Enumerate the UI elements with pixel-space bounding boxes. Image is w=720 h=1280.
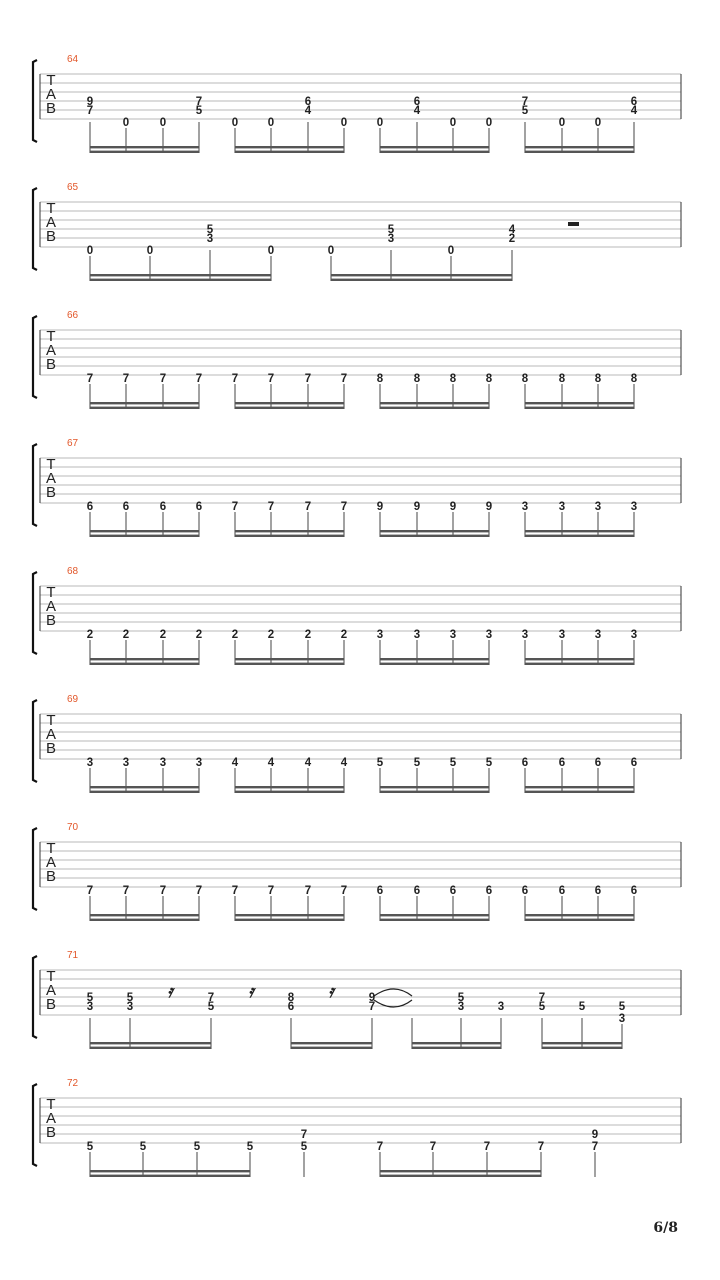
fret-number: 7 bbox=[159, 373, 167, 385]
fret-number: 6 bbox=[413, 885, 421, 897]
fret-number: 9 bbox=[368, 992, 376, 1004]
fret-number: 7 bbox=[429, 1141, 437, 1153]
beam bbox=[525, 663, 634, 665]
staff-bracket bbox=[33, 1084, 37, 1166]
fret-number: 5 bbox=[538, 1001, 546, 1013]
fret-number: 3 bbox=[159, 757, 167, 769]
fret-number: 8 bbox=[449, 373, 457, 385]
beam bbox=[291, 1047, 372, 1049]
fret-number: 6 bbox=[558, 757, 566, 769]
fret-number: 7 bbox=[267, 885, 275, 897]
tab-clef-letter: A bbox=[45, 598, 57, 615]
fret-number: 7 bbox=[340, 885, 348, 897]
beam bbox=[525, 786, 634, 788]
fret-number: 5 bbox=[86, 992, 94, 1004]
fret-number: 3 bbox=[521, 629, 529, 641]
fret-number: 8 bbox=[630, 373, 638, 385]
fret-number: 4 bbox=[413, 105, 421, 117]
fret-number: 7 bbox=[231, 885, 239, 897]
fret-number: 0 bbox=[485, 117, 493, 129]
fret-number: 0 bbox=[327, 245, 335, 257]
fret-number: 4 bbox=[340, 757, 348, 769]
beam bbox=[525, 151, 634, 153]
fret-number: 5 bbox=[86, 1141, 94, 1153]
fret-number: 5 bbox=[413, 757, 421, 769]
beam bbox=[331, 279, 512, 281]
beam bbox=[380, 1170, 541, 1172]
beam bbox=[525, 146, 634, 148]
fret-number: 5 bbox=[578, 1001, 586, 1013]
fret-number: 3 bbox=[558, 501, 566, 513]
measure-number: 67 bbox=[67, 438, 79, 449]
tab-clef-letter: T bbox=[46, 1096, 56, 1113]
beam bbox=[235, 663, 344, 665]
beam bbox=[380, 658, 489, 660]
tab-system bbox=[33, 310, 681, 409]
fret-number: 7 bbox=[207, 992, 215, 1004]
tab-clef-letter: B bbox=[45, 228, 57, 245]
fret-number: 6 bbox=[86, 501, 94, 513]
beam bbox=[235, 658, 344, 660]
fret-number: 3 bbox=[86, 757, 94, 769]
fret-number: 5 bbox=[618, 1001, 626, 1013]
fret-number: 5 bbox=[126, 992, 134, 1004]
fret-number: 7 bbox=[195, 885, 203, 897]
tab-clef-letter: T bbox=[46, 456, 56, 473]
beam bbox=[90, 658, 199, 660]
tab-clef-letter: T bbox=[46, 968, 56, 985]
beam bbox=[331, 274, 512, 276]
measure-number: 72 bbox=[67, 1078, 79, 1089]
fret-number: 9 bbox=[376, 501, 384, 513]
fret-number: 0 bbox=[159, 117, 167, 129]
measure-number: 70 bbox=[67, 822, 79, 833]
beam bbox=[90, 1170, 250, 1172]
fret-number: 7 bbox=[376, 1141, 384, 1153]
fret-number: 6 bbox=[594, 885, 602, 897]
fret-number: 2 bbox=[195, 629, 203, 641]
beam bbox=[90, 146, 199, 148]
beam bbox=[90, 919, 199, 921]
tab-clef-letter: A bbox=[45, 854, 57, 871]
beam bbox=[90, 791, 199, 793]
fret-number: 7 bbox=[340, 373, 348, 385]
sixteenth-rest: 𝄿 bbox=[328, 982, 334, 1002]
tab-clef-letter: A bbox=[45, 470, 57, 487]
staff-bracket bbox=[33, 316, 37, 398]
fret-number: 5 bbox=[195, 105, 203, 117]
tab-clef-letter: T bbox=[46, 328, 56, 345]
tab-clef-letter: B bbox=[45, 612, 57, 629]
tab-clef-letter: T bbox=[46, 200, 56, 217]
fret-number: 4 bbox=[267, 757, 275, 769]
tab-system bbox=[33, 822, 681, 921]
fret-number: 3 bbox=[195, 757, 203, 769]
fret-number: 3 bbox=[457, 1001, 465, 1013]
beam bbox=[525, 402, 634, 404]
fret-number: 2 bbox=[231, 629, 239, 641]
fret-number: 6 bbox=[413, 96, 421, 108]
staff-bracket bbox=[33, 188, 37, 270]
tab-clef-letter: T bbox=[46, 584, 56, 601]
beam bbox=[90, 663, 199, 665]
fret-number: 4 bbox=[508, 224, 516, 236]
fret-number: 8 bbox=[413, 373, 421, 385]
tab-clef-letter: A bbox=[45, 982, 57, 999]
beam bbox=[90, 279, 271, 281]
fret-number: 6 bbox=[594, 757, 602, 769]
tab-clef-letter: T bbox=[46, 72, 56, 89]
fret-number: 5 bbox=[139, 1141, 147, 1153]
beam bbox=[380, 402, 489, 404]
fret-number: 3 bbox=[376, 629, 384, 641]
beam bbox=[525, 914, 634, 916]
fret-number: 0 bbox=[146, 245, 154, 257]
fret-number: 7 bbox=[231, 501, 239, 513]
fret-number: 3 bbox=[558, 629, 566, 641]
fret-number: 7 bbox=[368, 1001, 376, 1013]
fret-number: 7 bbox=[521, 96, 529, 108]
staff-bracket bbox=[33, 956, 37, 1038]
fret-number: 5 bbox=[387, 224, 395, 236]
tab-clef-letter: A bbox=[45, 86, 57, 103]
fret-number: 2 bbox=[267, 629, 275, 641]
sixteenth-rest: 𝄿 bbox=[248, 982, 254, 1002]
fret-number: 9 bbox=[591, 1129, 599, 1141]
tab-system bbox=[33, 566, 681, 665]
fret-number: 7 bbox=[86, 105, 94, 117]
fret-number: 7 bbox=[231, 373, 239, 385]
beam bbox=[235, 535, 344, 537]
beam bbox=[380, 535, 489, 537]
fret-number: 0 bbox=[231, 117, 239, 129]
tab-clef-letter: A bbox=[45, 214, 57, 231]
fret-number: 0 bbox=[86, 245, 94, 257]
fret-number: 5 bbox=[521, 105, 529, 117]
fret-number: 0 bbox=[447, 245, 455, 257]
fret-number: 5 bbox=[246, 1141, 254, 1153]
beam bbox=[235, 146, 344, 148]
beam bbox=[542, 1042, 622, 1044]
tab-clef-letter: B bbox=[45, 356, 57, 373]
tab-clef-letter: B bbox=[45, 740, 57, 757]
fret-number: 0 bbox=[122, 117, 130, 129]
measure-number: 69 bbox=[67, 694, 79, 705]
fret-number: 6 bbox=[159, 501, 167, 513]
fret-number: 3 bbox=[521, 501, 529, 513]
beam bbox=[380, 1175, 541, 1177]
tie-arc bbox=[374, 989, 412, 996]
tab-clef-letter: T bbox=[46, 712, 56, 729]
tab-system bbox=[33, 438, 681, 537]
fret-number: 8 bbox=[594, 373, 602, 385]
fret-number: 0 bbox=[267, 245, 275, 257]
fret-number: 6 bbox=[558, 885, 566, 897]
beam bbox=[90, 1047, 211, 1049]
tab-system bbox=[33, 694, 681, 793]
beam bbox=[380, 786, 489, 788]
fret-number: 7 bbox=[195, 96, 203, 108]
fret-number: 3 bbox=[497, 1001, 505, 1013]
tab-clef-letter: A bbox=[45, 342, 57, 359]
beam bbox=[380, 791, 489, 793]
beam bbox=[235, 530, 344, 532]
fret-number: 4 bbox=[304, 105, 312, 117]
fret-number: 6 bbox=[630, 96, 638, 108]
tab-clef-letter: B bbox=[45, 996, 57, 1013]
fret-number: 3 bbox=[122, 757, 130, 769]
beam bbox=[235, 914, 344, 916]
fret-number: 4 bbox=[231, 757, 239, 769]
beam bbox=[90, 786, 199, 788]
beam bbox=[525, 530, 634, 532]
fret-number: 5 bbox=[193, 1141, 201, 1153]
tab-clef-letter: B bbox=[45, 100, 57, 117]
fret-number: 3 bbox=[485, 629, 493, 641]
fret-number: 3 bbox=[413, 629, 421, 641]
staff-bracket bbox=[33, 700, 37, 782]
fret-number: 9 bbox=[413, 501, 421, 513]
fret-number: 9 bbox=[86, 96, 94, 108]
tab-clef-letter: A bbox=[45, 1110, 57, 1127]
beam bbox=[90, 274, 271, 276]
fret-number: 5 bbox=[485, 757, 493, 769]
fret-number: 7 bbox=[340, 501, 348, 513]
fret-number: 3 bbox=[449, 629, 457, 641]
fret-number: 2 bbox=[86, 629, 94, 641]
fret-number: 9 bbox=[449, 501, 457, 513]
measure-number: 68 bbox=[67, 566, 79, 577]
fret-number: 0 bbox=[376, 117, 384, 129]
fret-number: 6 bbox=[521, 757, 529, 769]
fret-number: 0 bbox=[558, 117, 566, 129]
staff-bracket bbox=[33, 60, 37, 142]
fret-number: 3 bbox=[126, 1001, 134, 1013]
fret-number: 4 bbox=[630, 105, 638, 117]
beam bbox=[525, 919, 634, 921]
fret-number: 8 bbox=[521, 373, 529, 385]
tab-system bbox=[33, 54, 681, 153]
fret-number: 7 bbox=[483, 1141, 491, 1153]
fret-number: 6 bbox=[521, 885, 529, 897]
page-number: 6/8 bbox=[653, 1220, 678, 1236]
fret-number: 6 bbox=[195, 501, 203, 513]
staff-bracket bbox=[33, 572, 37, 654]
beam bbox=[90, 1042, 211, 1044]
staff-bracket bbox=[33, 828, 37, 910]
fret-number: 9 bbox=[485, 501, 493, 513]
beam bbox=[90, 407, 199, 409]
fret-number: 7 bbox=[304, 885, 312, 897]
fret-number: 8 bbox=[376, 373, 384, 385]
fret-number: 7 bbox=[159, 885, 167, 897]
tab-system bbox=[33, 182, 681, 281]
beam bbox=[525, 791, 634, 793]
fret-number: 2 bbox=[122, 629, 130, 641]
tab-clef-letter: B bbox=[45, 868, 57, 885]
tab-system bbox=[33, 1078, 681, 1177]
fret-number: 4 bbox=[304, 757, 312, 769]
beam bbox=[235, 151, 344, 153]
beam bbox=[525, 658, 634, 660]
fret-number: 7 bbox=[591, 1141, 599, 1153]
fret-number: 7 bbox=[195, 373, 203, 385]
staff-bracket bbox=[33, 444, 37, 526]
beam bbox=[380, 663, 489, 665]
beam bbox=[525, 535, 634, 537]
beam bbox=[235, 407, 344, 409]
fret-number: 6 bbox=[304, 96, 312, 108]
fret-number: 7 bbox=[267, 373, 275, 385]
beam bbox=[412, 1042, 501, 1044]
beam bbox=[235, 402, 344, 404]
fret-number: 5 bbox=[300, 1141, 308, 1153]
fret-number: 6 bbox=[449, 885, 457, 897]
fret-number: 8 bbox=[485, 373, 493, 385]
tab-clef-letter: T bbox=[46, 840, 56, 857]
fret-number: 3 bbox=[206, 233, 214, 245]
fret-number: 5 bbox=[206, 224, 214, 236]
fret-number: 5 bbox=[207, 1001, 215, 1013]
fret-number: 7 bbox=[86, 885, 94, 897]
fret-number: 3 bbox=[594, 629, 602, 641]
beam bbox=[235, 786, 344, 788]
beam bbox=[542, 1047, 622, 1049]
fret-number: 7 bbox=[86, 373, 94, 385]
fret-number: 6 bbox=[122, 501, 130, 513]
beam bbox=[412, 1047, 501, 1049]
fret-number: 2 bbox=[340, 629, 348, 641]
measure-number: 64 bbox=[67, 54, 79, 65]
fret-number: 6 bbox=[287, 1001, 295, 1013]
fret-number: 7 bbox=[538, 992, 546, 1004]
fret-number: 7 bbox=[537, 1141, 545, 1153]
fret-number: 0 bbox=[340, 117, 348, 129]
fret-number: 3 bbox=[630, 629, 638, 641]
measure-number: 65 bbox=[67, 182, 79, 193]
fret-number: 6 bbox=[485, 885, 493, 897]
beam bbox=[90, 914, 199, 916]
fret-number: 8 bbox=[287, 992, 295, 1004]
sixteenth-rest: 𝄿 bbox=[167, 982, 173, 1002]
fret-number: 0 bbox=[594, 117, 602, 129]
fret-number: 2 bbox=[508, 233, 516, 245]
beam bbox=[235, 919, 344, 921]
fret-number: 7 bbox=[300, 1129, 308, 1141]
fret-number: 3 bbox=[86, 1001, 94, 1013]
beam bbox=[380, 407, 489, 409]
fret-number: 0 bbox=[449, 117, 457, 129]
beam bbox=[235, 791, 344, 793]
fret-number: 5 bbox=[457, 992, 465, 1004]
beam bbox=[291, 1042, 372, 1044]
beam bbox=[90, 402, 199, 404]
tab-clef-letter: B bbox=[45, 484, 57, 501]
fret-number: 8 bbox=[558, 373, 566, 385]
beam bbox=[90, 1175, 250, 1177]
fret-number: 5 bbox=[449, 757, 457, 769]
fret-number: 3 bbox=[594, 501, 602, 513]
fret-number: 6 bbox=[630, 757, 638, 769]
beam bbox=[380, 151, 489, 153]
fret-number: 0 bbox=[267, 117, 275, 129]
beam bbox=[525, 407, 634, 409]
measure-number: 71 bbox=[67, 950, 79, 961]
tab-clef-letter: A bbox=[45, 726, 57, 743]
fret-number: 7 bbox=[304, 373, 312, 385]
fret-number: 2 bbox=[304, 629, 312, 641]
beam bbox=[380, 530, 489, 532]
fret-number: 3 bbox=[618, 1013, 626, 1025]
fret-number: 6 bbox=[376, 885, 384, 897]
beam bbox=[90, 530, 199, 532]
tab-clef-letter: B bbox=[45, 1124, 57, 1141]
fret-number: 7 bbox=[122, 373, 130, 385]
beam bbox=[380, 914, 489, 916]
beam bbox=[90, 151, 199, 153]
fret-number: 3 bbox=[387, 233, 395, 245]
beam bbox=[90, 535, 199, 537]
half-rest bbox=[568, 222, 579, 226]
beam bbox=[380, 146, 489, 148]
fret-number: 6 bbox=[630, 885, 638, 897]
measure-number: 66 bbox=[67, 310, 79, 321]
beam bbox=[380, 919, 489, 921]
fret-number: 2 bbox=[159, 629, 167, 641]
tab-system bbox=[33, 950, 681, 1049]
fret-number: 5 bbox=[376, 757, 384, 769]
fret-number: 7 bbox=[122, 885, 130, 897]
fret-number: 7 bbox=[267, 501, 275, 513]
fret-number: 7 bbox=[304, 501, 312, 513]
fret-number: 3 bbox=[630, 501, 638, 513]
